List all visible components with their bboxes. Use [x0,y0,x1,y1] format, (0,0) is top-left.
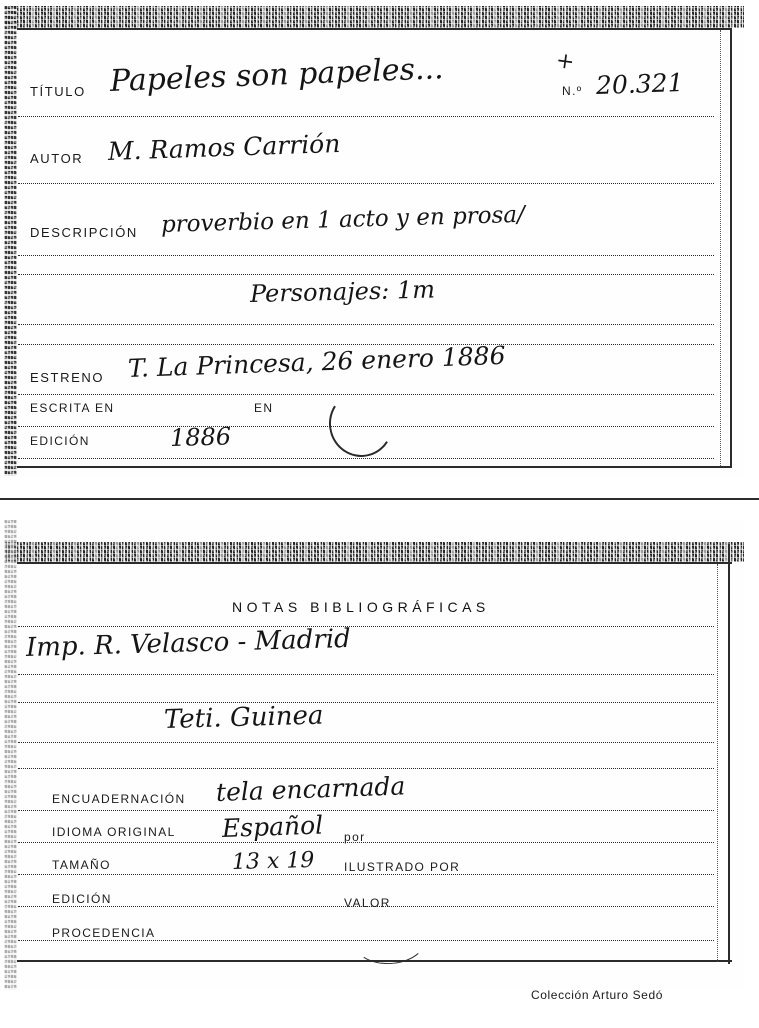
handwriting-tamano: 13 x 19 [231,847,315,875]
field-label-estreno: ESTRENO [30,370,105,385]
handwriting-estreno: T. La Princesa, 26 enero 1886 [127,340,506,383]
form-rule [18,626,714,627]
field-label-procedencia: PROCEDENCIA [52,926,156,940]
catalog-card-back [4,520,744,990]
pen-flourish-mark [323,385,399,463]
handwriting-idioma: Español [221,810,324,843]
form-rule [18,274,714,275]
card-frame-top [17,28,732,30]
card-frame-right [730,28,732,468]
form-rule [18,842,714,843]
form-rule [18,674,714,675]
field-label-titulo: TÍTULO [30,84,86,99]
field-label-descripcion: DESCRIPCIÓN [30,225,138,240]
field-label-escrita-en: ESCRITA EN [30,401,115,415]
field-label-en: EN [254,401,274,415]
handwriting-edicion: 1886 [169,422,232,452]
handwriting-descripcion: proverbio en 1 acto y en prosa/ [160,201,526,238]
form-rule [18,458,714,459]
card-margin-rule [717,564,718,962]
form-rule [18,874,714,875]
field-label-autor: AUTOR [30,151,84,166]
catalog-card-front [4,6,744,476]
form-rule [18,183,714,184]
collection-credit: Colección Arturo Sedó [531,988,664,1002]
card-frame-bottom [17,466,732,468]
field-label-valor: VALOR [344,896,391,910]
card-edge-noise-top [4,6,744,28]
image-separator [0,498,759,500]
handwriting-note-imprenta: Imp. R. Velasco - Madrid [25,623,352,663]
form-rule [18,324,714,325]
field-label-numero: N.º [562,84,583,98]
form-rule [18,702,714,703]
handwriting-autor: M. Ramos Carrión [107,128,341,166]
field-label-edicion: EDICIÓN [52,892,112,906]
field-label-tamano: TAMAÑO [52,858,111,872]
card-edge-noise-left [4,520,17,990]
field-label-encuadernacion: ENCUADERNACIÓN [52,792,186,806]
card-edge-noise-top [4,542,744,562]
field-label-por: por [344,830,366,844]
form-rule [18,768,714,769]
card-frame-right [728,544,730,964]
form-rule [18,255,714,256]
handwriting-numero: 20.321 [595,67,684,100]
handwriting-note-teatro: Teti. Guinea [163,700,324,735]
pen-flourish-mark [352,916,427,967]
handwriting-encuadernacion: tela encarnada [215,771,406,807]
field-label-edicion: EDICIÓN [30,434,90,448]
form-rule [18,116,714,117]
notes-heading: NOTAS BIBLIOGRÁFICAS [232,599,490,615]
field-label-idioma-original: IDIOMA ORIGINAL [52,825,176,839]
form-rule [18,742,714,743]
form-rule [18,810,714,811]
card-edge-noise-left [4,6,17,476]
handwriting-titulo: Papeles son papeles... [109,51,445,99]
handwriting-personajes: Personajes: 1m [249,275,436,308]
card-frame-top [17,562,732,564]
card-margin-rule [720,30,721,466]
handwriting-number-mark: + [554,48,576,76]
field-label-ilustrado-por: ILUSTRADO POR [344,860,461,874]
